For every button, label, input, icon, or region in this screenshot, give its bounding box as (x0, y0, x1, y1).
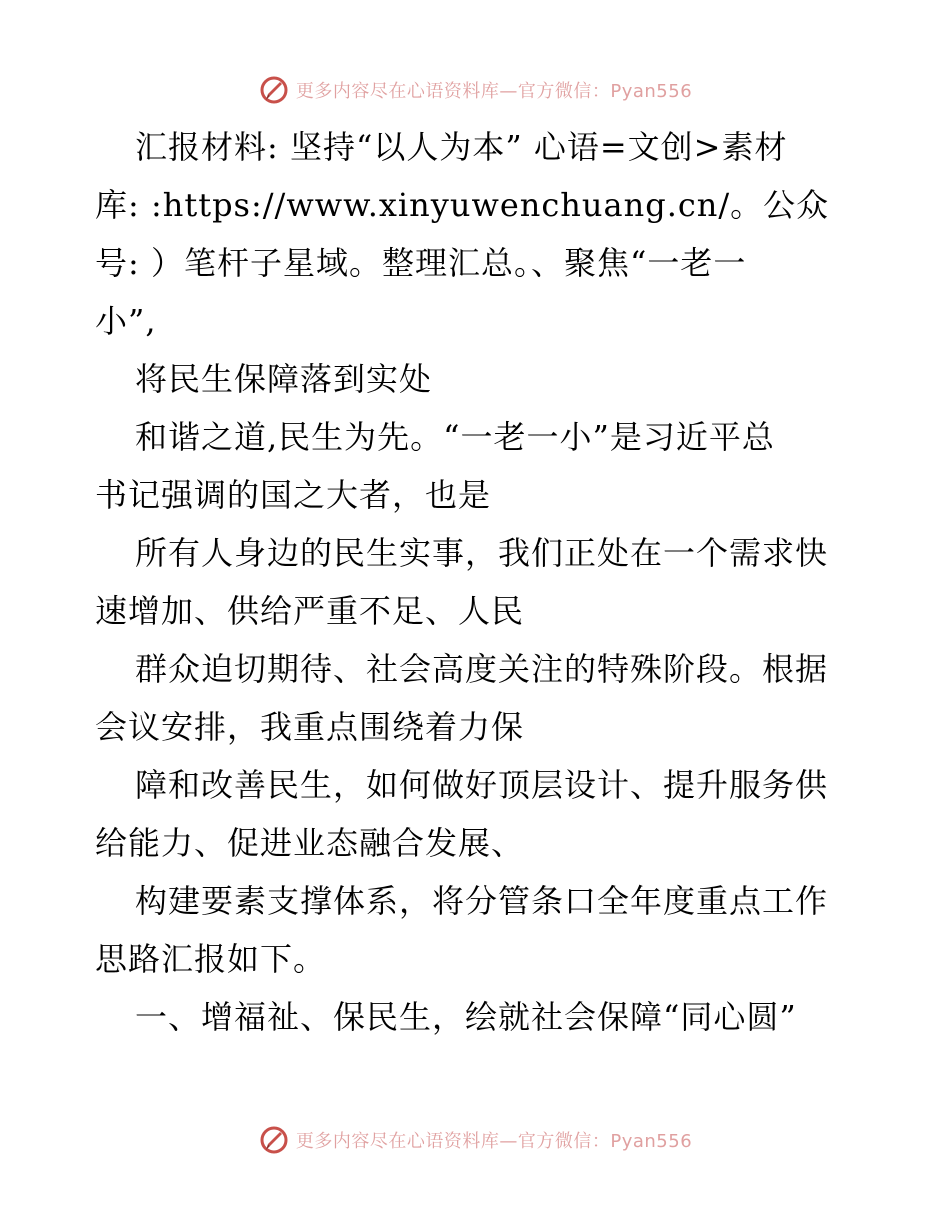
paragraph-line: 会议安排，我重点围绕着力保 (95, 708, 525, 746)
section-heading: 将民生保障落到实处 (135, 360, 433, 398)
paragraph-line: 所有人身边的民生实事，我们正处在一个需求快 (135, 534, 829, 572)
document-body (95, 118, 855, 1046)
footer-banner (0, 1120, 950, 1160)
section-heading: 一、增福祉、保民生，绘就社会保障“同心圆” (135, 998, 797, 1036)
paragraph-line: 汇报材料: 坚持“以人为本” 心语=文创>素材 (135, 128, 788, 166)
paragraph-line: 号: ）笔杆子星域。整理汇总。、聚焦“一老一 (95, 244, 747, 282)
header-banner (0, 70, 950, 110)
paragraph-line: 速增加、供给严重不足、人民 (95, 592, 525, 630)
paragraph-line: 障和改善民生，如何做好顶层设计、提升服务供 (135, 766, 829, 804)
paragraph-line: 构建要素支撑体系，将分管条口全年度重点工作 (135, 882, 829, 920)
footer-banner-text: 更多内容尽在心语资料库—官方微信：Pyan556 (295, 1131, 693, 1152)
brand-logo-icon (258, 74, 290, 106)
paragraph-line: 书记强调的国之大者，也是 (95, 476, 492, 514)
paragraph-line: 小”, (95, 302, 157, 340)
paragraph-line: 库: :https://www.xinyuwenchuang.cn/。公众 (95, 186, 830, 224)
paragraph-line: 思路汇报如下。 (95, 940, 327, 978)
paragraph-line: 群众迫切期待、社会高度关注的特殊阶段。根据 (135, 650, 829, 688)
header-banner-text: 更多内容尽在心语资料库—官方微信：Pyan556 (295, 81, 693, 102)
brand-logo-icon (258, 1124, 290, 1156)
paragraph-line: 给能力、促进业态融合发展、 (95, 824, 525, 862)
paragraph-line: 和谐之道,民生为先。“一老一小”是习近平总 (135, 418, 775, 456)
